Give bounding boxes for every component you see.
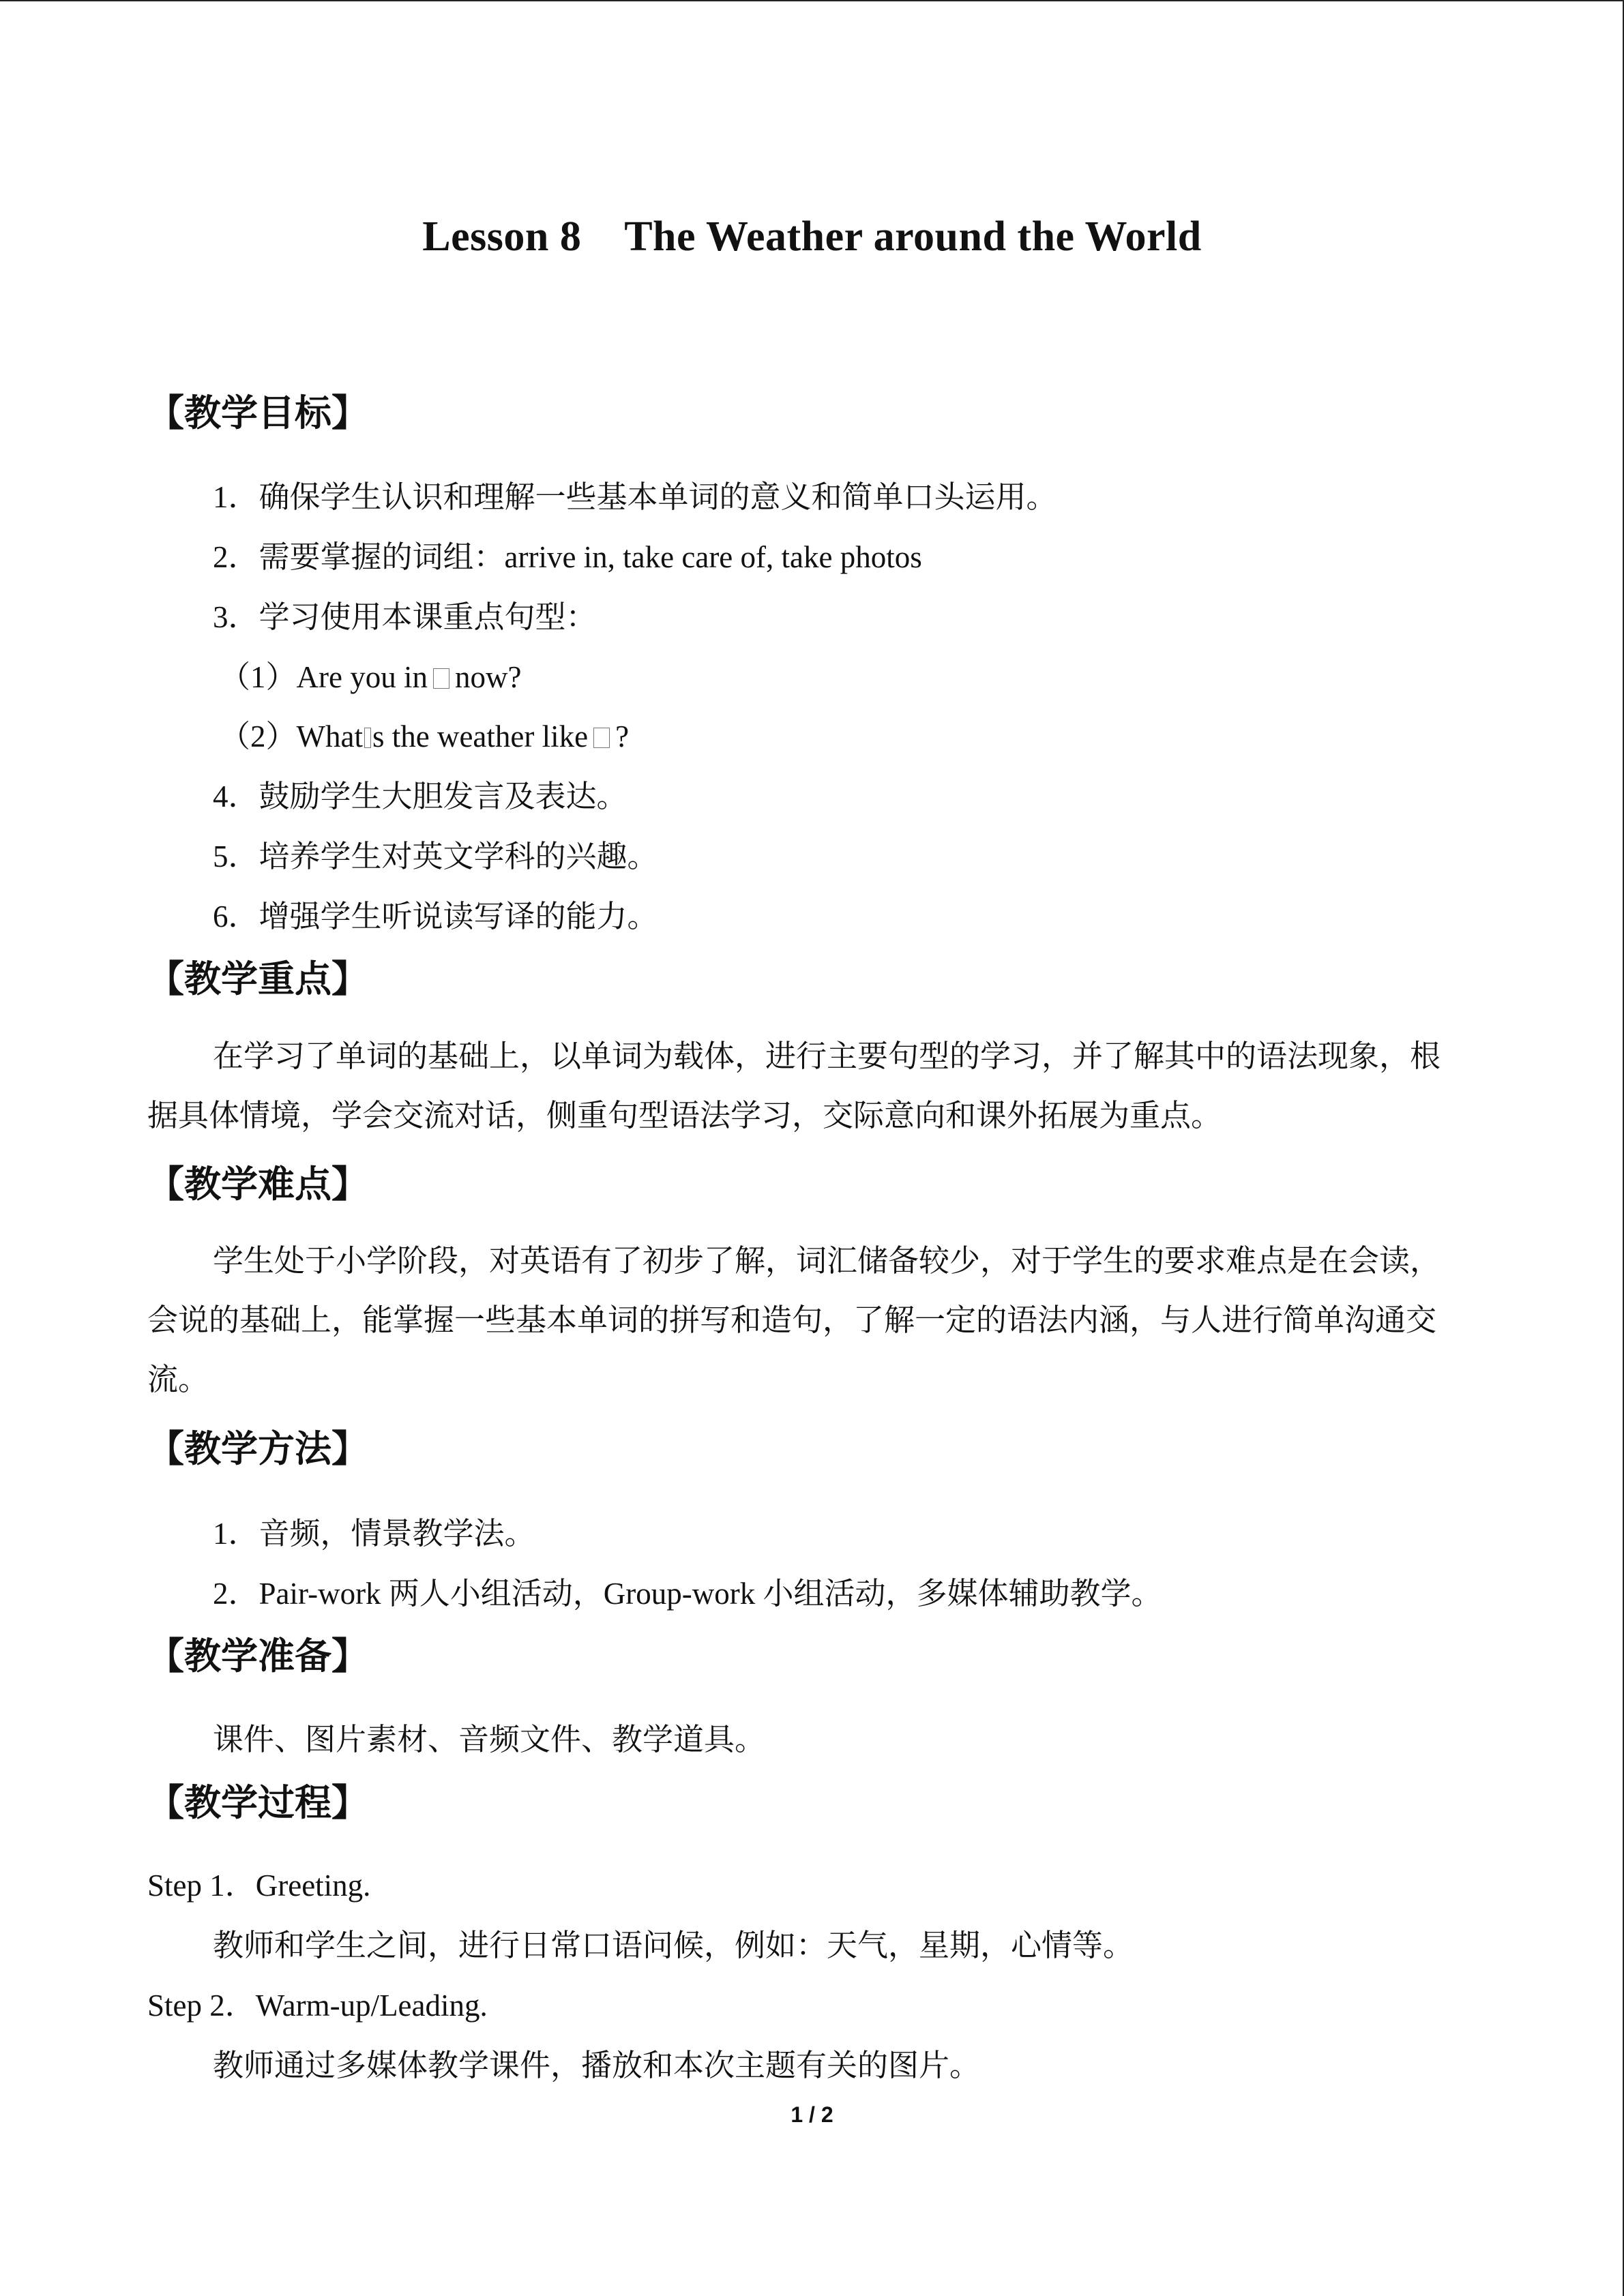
section-heading-preparation: 【教学准备】	[147, 1635, 368, 1678]
step-1-title: Step 1．Greeting.	[147, 1868, 371, 1903]
difficulties-paragraph: 学生处于小学阶段，对英语有了初步了解，词汇储备较少，对于学生的要求难点是在会读，会说的基础上，能掌握一些基本单词的拼写和造句，了解一定的语法内涵，与人进行简单沟通交流。	[147, 1244, 1441, 1397]
page-title: Lesson 8 The Weather around the World	[422, 213, 1202, 260]
sentence-pattern-1	[220, 652, 521, 696]
blank-box-icon	[433, 668, 449, 689]
section-heading-objectives: 【教学目标】	[147, 391, 368, 434]
section-heading-methods: 【教学方法】	[147, 1427, 368, 1470]
objective-item-3: 3．学习使用本课重点句型：	[213, 600, 597, 634]
key-points-paragraph: 在学习了单词的基础上，以单词为载体，进行主要句型的学习，并了解其中的语法现象，根据具体情境，学会交流对话，侧重句型语法学习，交际意向和课外拓展为重点。	[147, 1039, 1441, 1133]
pattern-2-middle: s the weather like	[372, 719, 589, 754]
blank-box-icon	[593, 728, 610, 748]
step-2-text: 教师通过多媒体教学课件，播放和本次主题有关的图片。	[213, 2048, 981, 2083]
objective-item-5: 5．培养学生对英文学科的兴趣。	[213, 839, 658, 874]
objective-item-6: 6．增强学生听说读写译的能力。	[213, 899, 658, 934]
method-item-1: 1．音频，情景教学法。	[213, 1517, 535, 1551]
section-heading-process: 【教学过程】	[147, 1781, 368, 1824]
preparation-text: 课件、图片素材、音频文件、教学道具。	[213, 1723, 766, 1757]
pattern-1-suffix: now?	[454, 660, 522, 694]
step-1-text: 教师和学生之间，进行日常口语问候，例如：天气，星期，心情等。	[213, 1928, 1134, 1963]
step-2-title: Step 2．Warm-up/Leading.	[147, 1988, 488, 2023]
pattern-2-suffix: ?	[615, 719, 630, 754]
objective-item-1: 1．确保学生认识和理解一些基本单词的意义和简单口头运用。	[213, 480, 1057, 514]
method-item-2: 2．Pair-work 两人小组活动，Group-work 小组活动，多媒体辅助教学。	[213, 1577, 1162, 1611]
sentence-pattern-2	[220, 711, 629, 756]
section-heading-key-points: 【教学重点】	[147, 957, 368, 1000]
page-number: 1 / 2	[791, 2102, 833, 2127]
section-heading-difficulties: 【教学难点】	[147, 1163, 368, 1206]
missing-glyph-icon	[364, 728, 371, 748]
pattern-2-prefix: （2）What	[220, 719, 363, 754]
objective-item-4: 4．鼓励学生大胆发言及表达。	[213, 779, 628, 814]
pattern-1-prefix: （1）Are you in	[220, 660, 428, 694]
objective-item-2: 2．需要掌握的词组：arrive in, take care of, take photos	[213, 540, 922, 574]
